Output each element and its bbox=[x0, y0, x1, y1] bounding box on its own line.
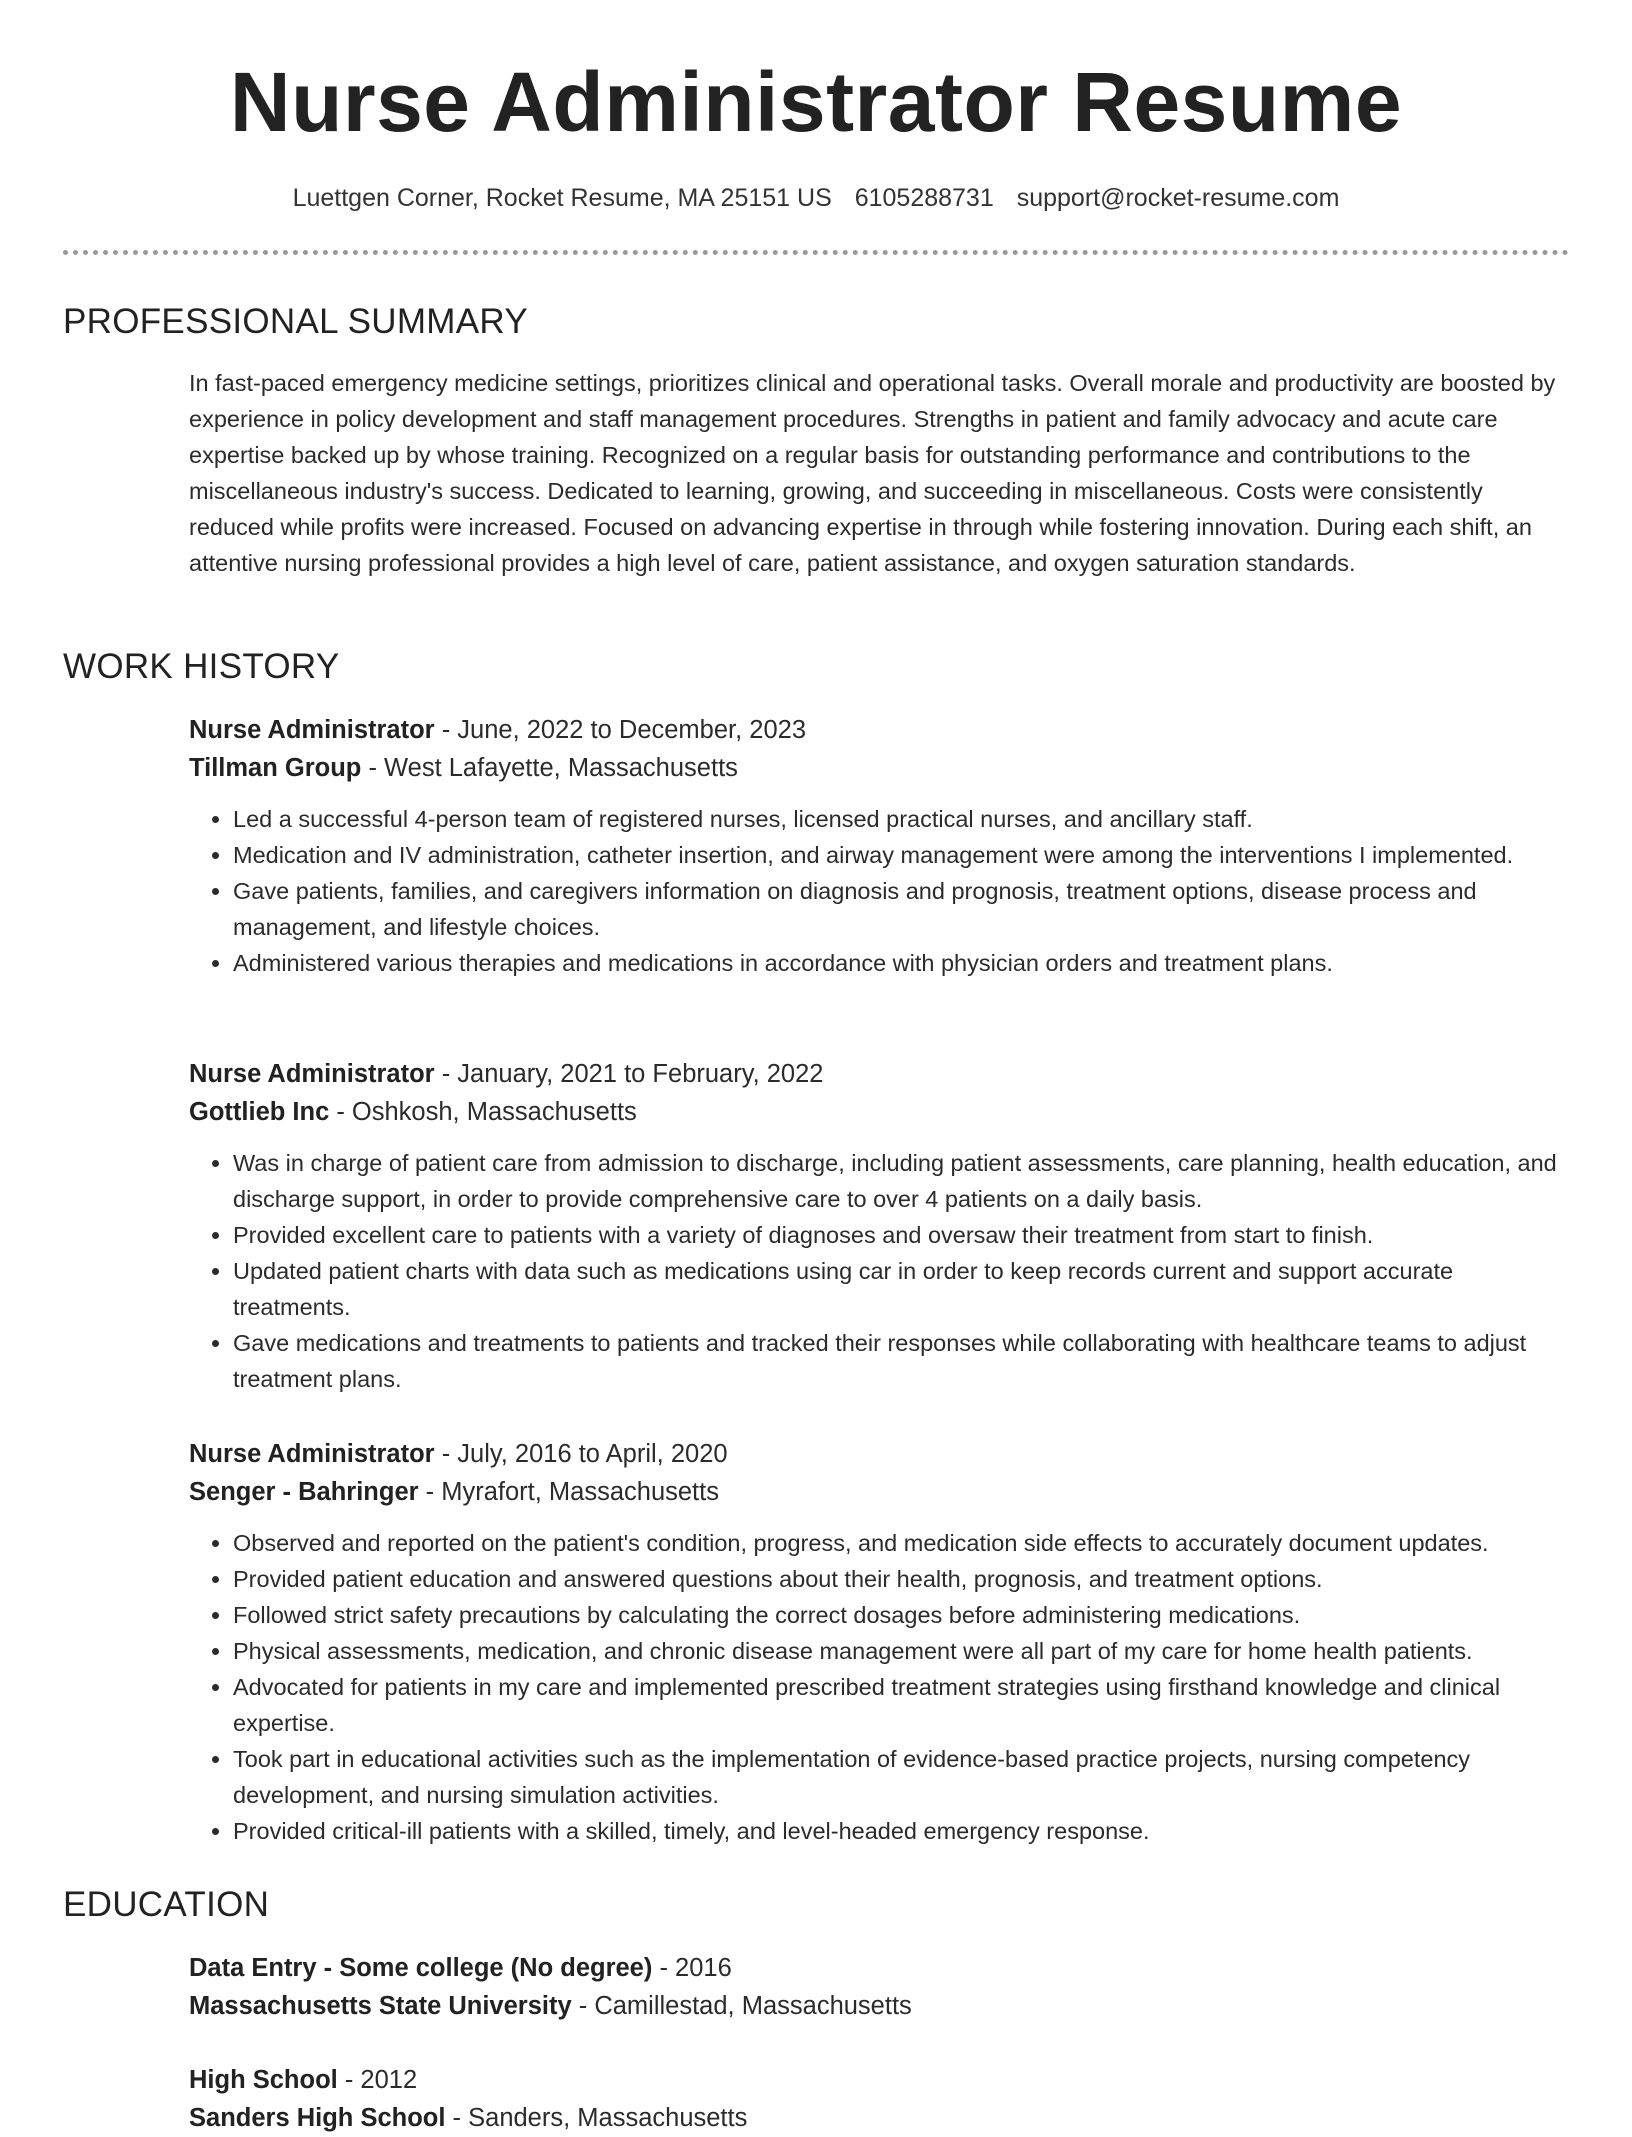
education-entry bbox=[189, 2061, 1569, 2137]
job-dates: - June, 2022 to December, 2023 bbox=[434, 716, 807, 744]
resume-title: Nurse Administrator Resume bbox=[229, 55, 1403, 149]
list-item: • Administered various therapies and medications in accordance with physician orders and treatment plans. bbox=[233, 945, 1569, 981]
job-entry bbox=[189, 1435, 1569, 1849]
job-location: - Myrafort, Massachusetts bbox=[418, 1478, 719, 1506]
list-item: • Led a successful 4-person team of registered nurses, licensed practical nurses, and ancillary staff. bbox=[233, 801, 1569, 837]
job-company: Tillman Group bbox=[189, 754, 362, 782]
job-dates: - July, 2016 to April, 2020 bbox=[434, 1440, 728, 1468]
education-degree: High School bbox=[189, 2066, 338, 2094]
job-entry bbox=[189, 1055, 1569, 1397]
job-duties-list bbox=[189, 1525, 1569, 1849]
list-item: • Physical assessments, medication, and chronic disease management were all part of my care for home health patients. bbox=[233, 1633, 1569, 1669]
job-title-line bbox=[189, 1435, 1569, 1473]
job-role: Nurse Administrator bbox=[189, 716, 435, 744]
list-item: • Provided excellent care to patients with a variety of diagnoses and oversaw their treatment from start to finish. bbox=[233, 1217, 1569, 1253]
education-school-line bbox=[189, 1987, 1569, 2025]
job-role: Nurse Administrator bbox=[189, 1060, 435, 1088]
list-item: • Was in charge of patient care from admission to discharge, including patient assessments, care planning, health education, and discharge support, in order to provide comprehensive care to over 4 patients on a daily basis. bbox=[233, 1145, 1569, 1217]
summary-text: In fast-paced emergency medicine settings, prioritizes clinical and operational tasks. Overall morale and productivity are boosted by experience in policy development and staff management procedures. Strengths in patient and family advocacy and acute care expertise backed up by whose training. Recognized on a regular basis for outstanding performance and contributions to the miscellaneous industry's success. Dedicated to learning, growing, and succeeding in miscellaneous. Costs were consistently reduced while profits were increased. Focused on advancing expertise in through while fostering innovation. During each shift, an attentive nursing professional provides a high level of care, patient assistance, and oxygen saturation standards. bbox=[189, 370, 1556, 576]
list-item: • Gave patients, families, and caregivers information on diagnosis and prognosis, treatment options, disease process and management, and lifestyle choices. bbox=[233, 873, 1569, 945]
job-location: - Oshkosh, Massachusetts bbox=[329, 1098, 637, 1126]
list-item: • Gave medications and treatments to patients and tracked their responses while collaborating with healthcare teams to adjust treatment plans. bbox=[233, 1325, 1569, 1397]
job-role: Nurse Administrator bbox=[189, 1440, 435, 1468]
job-dates: - January, 2021 to February, 2022 bbox=[434, 1060, 824, 1088]
list-item: • Observed and reported on the patient's condition, progress, and medication side effects to accurately document updates. bbox=[233, 1525, 1569, 1561]
education-year: - 2016 bbox=[652, 1954, 732, 1982]
summary-heading: PROFESSIONAL SUMMARY bbox=[63, 302, 528, 341]
education-degree-line bbox=[189, 1949, 1569, 1987]
job-title-line bbox=[189, 711, 1569, 749]
list-item: • Medication and IV administration, catheter insertion, and airway management were among the interventions I implemented. bbox=[233, 837, 1569, 873]
job-duties-list bbox=[189, 801, 1569, 981]
list-item: • Provided patient education and answered questions about their health, prognosis, and treatment options. bbox=[233, 1561, 1569, 1597]
job-company-line bbox=[189, 1473, 1569, 1511]
contact-line bbox=[0, 182, 1632, 214]
job-duties-list bbox=[189, 1145, 1569, 1397]
work-history-heading: WORK HISTORY bbox=[63, 647, 340, 686]
list-item: • Updated patient charts with data such as medications using car in order to keep records current and support accurate treatments. bbox=[233, 1253, 1569, 1325]
education-location: - Sanders, Massachusetts bbox=[445, 2104, 748, 2132]
education-entry bbox=[189, 1949, 1569, 2025]
job-company-line bbox=[189, 749, 1569, 787]
education-heading: EDUCATION bbox=[63, 1885, 270, 1924]
list-item: • Followed strict safety precautions by calculating the correct dosages before administering medications. bbox=[233, 1597, 1569, 1633]
education-school: Massachusetts State University bbox=[189, 1992, 572, 2020]
list-item: • Advocated for patients in my care and implemented prescribed treatment strategies using firsthand knowledge and clinical expertise. bbox=[233, 1669, 1569, 1741]
education-year: - 2012 bbox=[337, 2066, 418, 2094]
contact-phone: 6105288731 bbox=[854, 184, 994, 212]
job-company: Gottlieb Inc bbox=[189, 1098, 330, 1126]
education-degree-line bbox=[189, 2061, 1569, 2099]
job-location: - West Lafayette, Massachusetts bbox=[361, 754, 738, 782]
list-item: • Took part in educational activities such as the implementation of evidence-based practice projects, nursing competency development, and nursing simulation activities. bbox=[233, 1741, 1569, 1813]
education-school-line bbox=[189, 2099, 1569, 2137]
job-title-line bbox=[189, 1055, 1569, 1093]
job-entry bbox=[189, 711, 1569, 981]
header-divider bbox=[63, 250, 1569, 255]
education-school: Sanders High School bbox=[189, 2104, 446, 2132]
education-degree: Data Entry - Some college (No degree) bbox=[189, 1954, 653, 1982]
contact-address: Luettgen Corner, Rocket Resume, MA 25151 US bbox=[292, 184, 832, 212]
contact-email: support@rocket-resume.com bbox=[1016, 184, 1340, 212]
education-location: - Camillestad, Massachusetts bbox=[571, 1992, 912, 2020]
list-item: • Provided critical-ill patients with a skilled, timely, and level-headed emergency response. bbox=[233, 1813, 1569, 1849]
job-company: Senger - Bahringer bbox=[189, 1478, 419, 1506]
job-company-line bbox=[189, 1093, 1569, 1131]
